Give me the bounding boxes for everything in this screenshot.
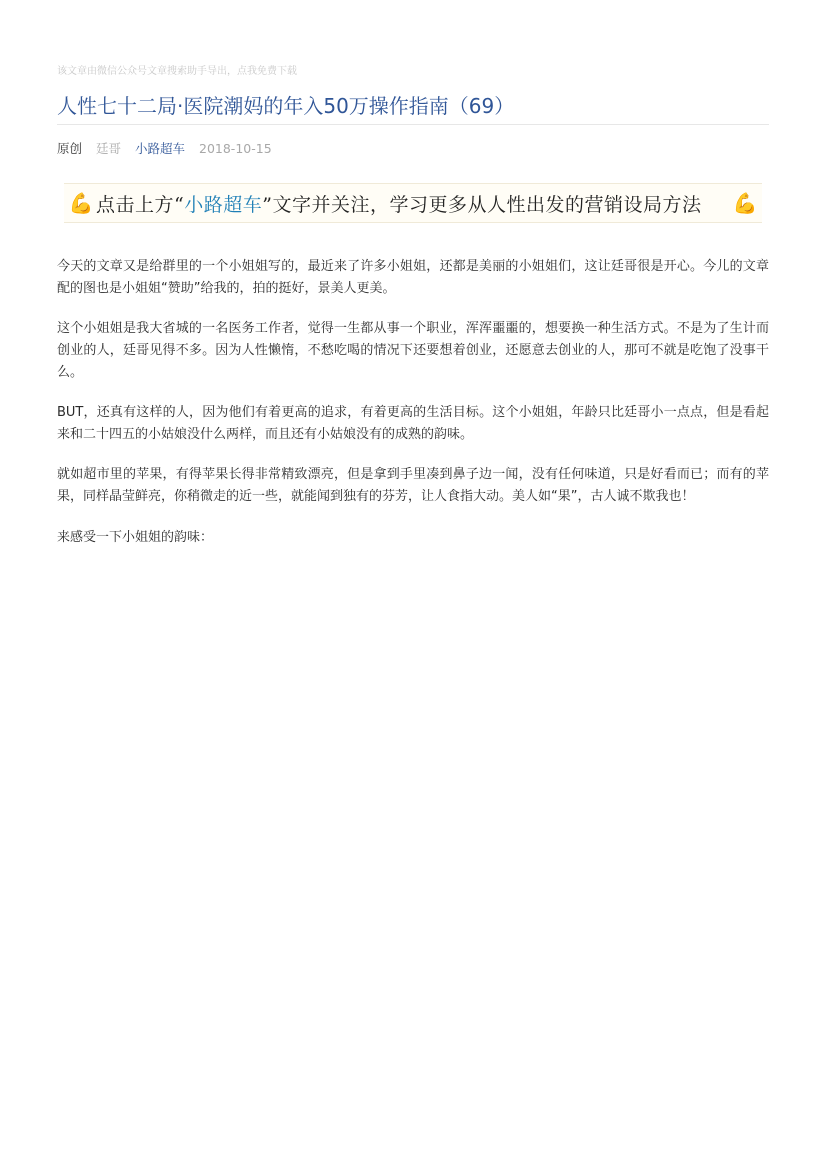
author-name: 廷哥 <box>96 141 122 156</box>
original-label: 原创 <box>57 141 83 156</box>
paragraph: 来感受一下小姐姐的韵味： <box>57 530 214 545</box>
follow-banner-text <box>94 190 732 217</box>
banner-text-after: ”文字并关注，学习更多从人性出发的营销设局方法 <box>262 193 702 216</box>
paragraph: 就如超市里的苹果，有得苹果长得非常精致漂亮，但是拿到手里凑到鼻子边一闻，没有任何味道，只是好看而已；而有的苹果，同样晶莹鲜亮，你稍微走的近一些，就能闻到独有的芬芳，让人食指大动。美人如“果”，古人诚不欺我也！ <box>57 467 769 504</box>
paragraph: 这个小姐姐是我大省城的一名医务工作者，觉得一生都从事一个职业，浑浑噩噩的，想要换一种生活方式。不是为了生计而创业的人，廷哥见得不多。因为人性懒惰，不愁吃喝的情况下还要想着创业，还愿意去创业的人，那可不就是吃饱了没事干么。 <box>57 321 769 380</box>
banner-account-highlight[interactable]: 小路超车 <box>184 193 263 216</box>
export-notice-link[interactable]: 该文章由微信公众号文章搜索助手导出，点我免费下载 <box>57 66 297 77</box>
banner-text-before: 点击上方“ <box>96 193 185 216</box>
flexed-biceps-icon: 💪 <box>68 191 94 215</box>
flexed-biceps-icon: 💪 <box>732 191 758 215</box>
paragraph: BUT，还真有这样的人，因为他们有着更高的追求，有着更高的生活目标。这个小姐姐，年龄只比廷哥小一点点，但是看起来和二十四五的小姑娘没什么两样，而且还有小姑娘没有的成熟的韵味。 <box>57 405 769 442</box>
article-meta <box>57 140 282 158</box>
article-title: 人性七十二局·医院潮妈的年入50万操作指南（69） <box>57 92 769 125</box>
follow-banner <box>64 183 762 223</box>
paragraph: 今天的文章又是给群里的一个小姐姐写的，最近来了许多小姐姐，还都是美丽的小姐姐们，这让廷哥很是开心。今儿的文章配的图也是小姐姐“赞助”给我的，拍的挺好，景美人更美。 <box>57 259 769 296</box>
account-link[interactable]: 小路超车 <box>135 141 186 156</box>
publish-date: 2018-10-15 <box>199 141 272 156</box>
